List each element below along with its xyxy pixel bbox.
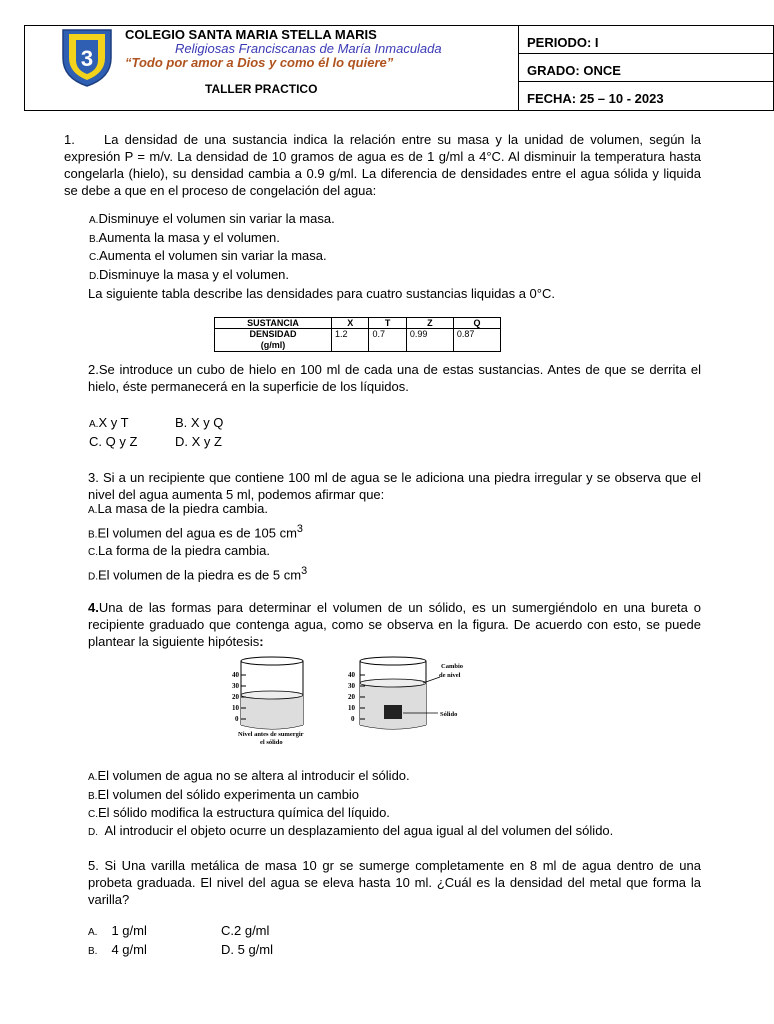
svg-text:3: 3 xyxy=(80,46,94,71)
tick-label: 0 xyxy=(351,715,355,723)
density-table-header: T xyxy=(369,318,406,329)
question-1 xyxy=(64,131,701,199)
beaker-before xyxy=(232,657,304,746)
q1-number: 1. xyxy=(64,132,75,147)
q4-option-d: D. Al introducir el objeto ocurre un desplazamiento del agua igual al del volumen del sólido. xyxy=(88,823,614,838)
density-value-z: 0.99 xyxy=(406,329,453,352)
solid-block xyxy=(384,705,402,719)
question-5 xyxy=(88,857,701,908)
q1-option-d: D.Disminuye la masa y el volumen. xyxy=(89,267,290,282)
density-table-header: X xyxy=(332,318,369,329)
tick-label: 30 xyxy=(232,682,239,690)
q2-option-c: C. Q y Z xyxy=(89,434,138,449)
school-motto: “Todo por amor a Dios y como él lo quiere” xyxy=(125,55,394,70)
question-2 xyxy=(88,361,701,395)
density-table-header: Q xyxy=(453,318,500,329)
tick-label: 40 xyxy=(348,671,355,679)
density-value-t: 0.7 xyxy=(369,329,406,352)
document-type: TALLER PRACTICO xyxy=(205,82,318,96)
fecha-cell: FECHA: 25 – 10 - 2023 xyxy=(527,91,664,106)
q2-option-d: D. X y Z xyxy=(175,434,222,449)
q4-option-b: B.El volumen del sólido experimenta un cambio xyxy=(88,787,360,802)
q4-option-a: A.El volumen de agua no se altera al introducir el sólido. xyxy=(88,768,410,783)
tick-label: 20 xyxy=(232,693,239,701)
density-table-header: Z xyxy=(406,318,453,329)
school-name: COLEGIO SANTA MARIA STELLA MARIS xyxy=(125,27,377,42)
q3-option-d: D.El volumen de la piedra es de 5 $cm^3$ xyxy=(88,565,308,583)
question-4: 4.Una de las formas para determinar el volumen de un sólido, es un sumergiéndolo en una bureta o recipiente graduado que contenga agua, como se observa en la figura. De acuerdo con esto, se puede plantear la siguiente hipótesis: xyxy=(88,600,701,649)
q2-option-a: A.X y T xyxy=(89,415,129,430)
q5-option-b: B. 4 g/ml xyxy=(88,942,147,957)
q5-option-a: A. 1 g/ml xyxy=(88,923,147,938)
table-intro: La siguiente tabla describe las densidades para cuatro sustancias liquidas a 0°C. xyxy=(88,286,555,301)
q4-number: 4. xyxy=(88,600,99,615)
tick-label: 10 xyxy=(348,704,355,712)
periodo-cell: PERIODO: I xyxy=(519,26,774,54)
density-value-x: 1.2 xyxy=(332,329,369,352)
header-info-column xyxy=(518,26,774,110)
q1-text: La densidad de una sustancia indica la relación entre su masa y la unidad de volumen, según la expresión P = m/v. La densidad de 10 gramos de agua es de 1 g/ml a 4°C. Al disminuir la temperatura hasta congelarla (hielo), su densidad cambia a 0.9 g/ml. La diferencia de densidades entre el agua sólida y liquida se debe a que en el proceso de congelación del agua: xyxy=(64,132,701,198)
q1-option-c: C.Aumenta el volumen sin variar la masa. xyxy=(89,248,327,263)
q4-text: Una de las formas para determinar el volumen de un sólido, es un sumergiéndolo en una bureta o recipiente graduado que contenga agua, como se observa en la figura. De acuerdo con esto, se puede plantear la siguiente hipótesis xyxy=(88,600,701,649)
religious-order: Religiosas Franciscanas de María Inmaculada xyxy=(175,41,442,56)
label-change-2: de nivel xyxy=(439,672,461,679)
beaker-figure xyxy=(210,653,464,749)
q5-option-d: D. 5 g/ml xyxy=(221,942,274,957)
q3-option-c: C.La forma de la piedra cambia. xyxy=(88,543,270,558)
q1-option-b: B.Aumenta la masa y el volumen. xyxy=(89,230,280,245)
beaker-after xyxy=(348,657,463,729)
grado-cell: GRADO: ONCE xyxy=(519,54,774,82)
tick-label: 10 xyxy=(232,704,239,712)
q1-option-a: A.Disminuye el volumen sin variar la masa. xyxy=(89,211,335,226)
density-table xyxy=(214,317,501,352)
q5-text: 5. Si Una varilla metálica de masa 10 gr se sumerge completamente en 8 ml de agua dentro de una probeta graduada. El nivel del agua se eleva hasta 10 ml. ¿Cuál es la densidad del metal que forma la varilla? xyxy=(88,858,701,907)
q3-text: 3. Si a un recipiente que contiene 100 ml de agua se le adiciona una piedra irregular y se observa que el nivel del agua aumenta 5 ml, podemos afirmar que: xyxy=(88,470,701,502)
label-solid: Sólido xyxy=(440,711,458,718)
q2-text: 2.Se introduce un cubo de hielo en 100 ml de cada una de estas sustancias. Antes de que se derrita el hielo, éste permanecerá en la superficie de los líquidos. xyxy=(88,362,701,394)
density-table-header: SUSTANCIA xyxy=(215,318,332,329)
density-value-q: 0.87 xyxy=(453,329,500,352)
tick-label: 30 xyxy=(348,682,355,690)
label-change-1: Cambio xyxy=(441,663,464,670)
q3-option-a: A.La masa de la piedra cambia. xyxy=(88,501,268,516)
tick-label: 40 xyxy=(232,671,239,679)
tick-label: 20 xyxy=(348,693,355,701)
question-3 xyxy=(88,469,701,503)
tick-label: 0 xyxy=(235,715,239,723)
q3-option-b: B.El volumen del agua es de 105 $cm^3$ xyxy=(88,523,303,541)
q5-option-c: C.2 g/ml xyxy=(221,923,270,938)
label-before-2: el sólido xyxy=(260,739,283,746)
school-shield-logo xyxy=(61,28,113,88)
q4-option-c: C.El sólido modifica la estructura química del líquido. xyxy=(88,805,390,820)
density-row-label: DENSIDAD (g/ml) xyxy=(215,329,332,352)
header-box xyxy=(24,25,774,111)
label-before-1: Nivel antes de sumergir xyxy=(238,731,304,738)
q2-option-b: B. X y Q xyxy=(175,415,224,430)
